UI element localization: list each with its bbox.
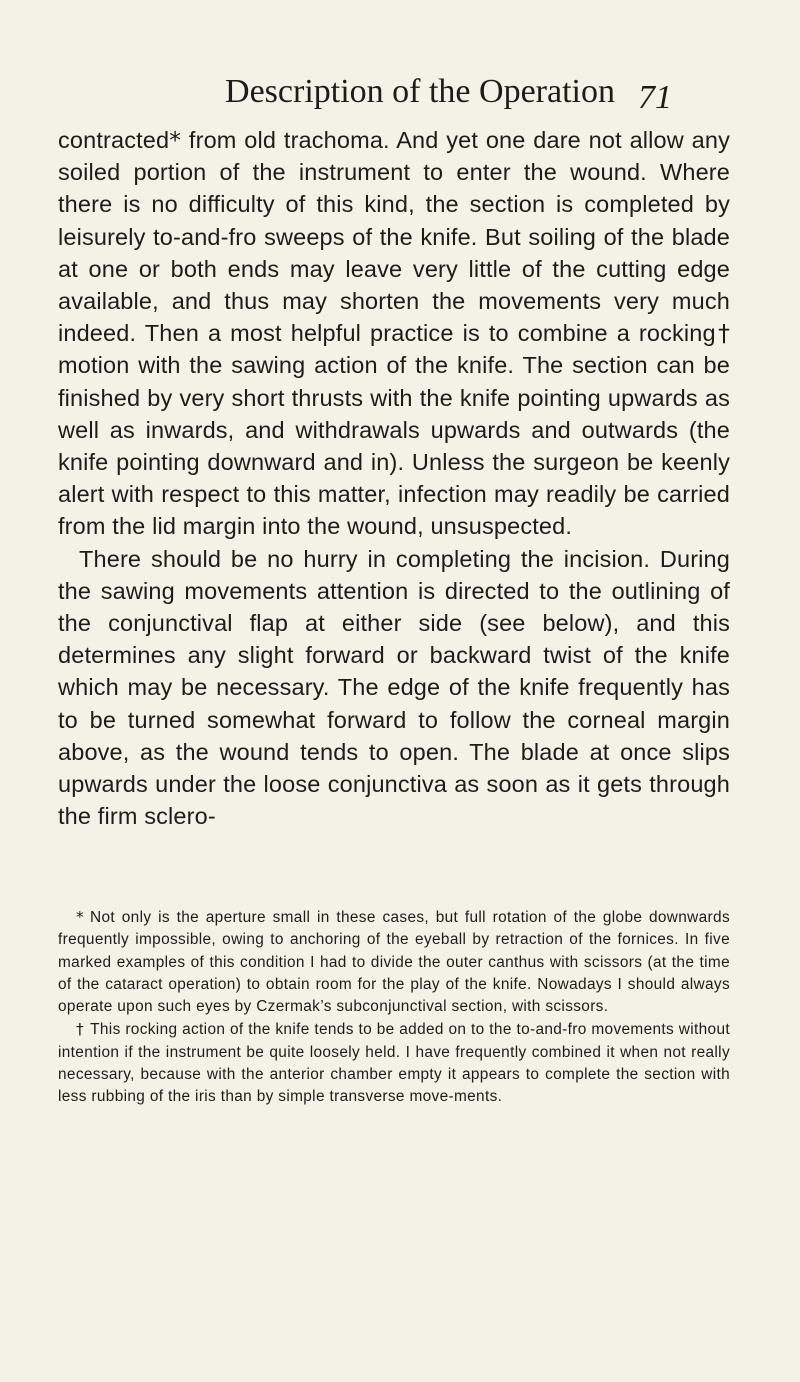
paragraph: There should be no hurry in completing the incision. During the sawing movements attention is directed to the outlining of the conjunctival flap at either side (see below), and this determines any slight forward or backward twist of the knife which may be necessary. The edge of the knife frequently has to be turned somewhat forward to follow the corneal margin above, as the wound tends to open. The blade at once slips upwards under the loose conjunctiva as soon as it gets through the firm sclero-	[58, 545, 730, 830]
footnote-text: This rocking action of the knife tends to be added on to the to-and-fro movements without intention if the instrument be quite loosely held. I have frequently combined it when not really necessary, because with the anterior chamber empty it appears to complete the section with less rubbing of the iris than by simple transverse move-ments.	[58, 1021, 731, 1106]
footnote-reference-asterisk: *	[169, 126, 182, 154]
text-run: from old trachoma. And yet one dare not allow any soiled portion of the instrument to enter the wound. Where there is no difficulty of this kind, the section is completed by leisurely to-and-fro sweeps of the knife. But soiling of the blade at one or both ends may leave very little of the cutting edge available, and thus may shorten the movements very much indeed. Then a most helpful practice is to combine a rocking	[58, 127, 730, 347]
footnote-text: Not only is the aperture small in these cases, but full rotation of the globe downwards frequently impossible, owing to anchoring of the eyeball by retraction of the fornices. In five marked examples of this condition I had to divide the outer canthus with scissors (at the time of the cataract operation) to obtain room for the play of the knife. Nowadays I should always operate upon such eyes by Czermak’s subconjunctival section, with scissors.	[58, 909, 730, 1016]
footnote-marker-dagger: †	[76, 1020, 85, 1039]
running-head	[140, 72, 700, 112]
page-number: 71	[638, 79, 672, 116]
text-run: motion with the sawing action of the knife. The section can be finished by very short thrusts with the knife pointing upwards as well as inwards, and withdrawals upwards and outwards (the knife pointing downward and in). Unless the surgeon be keenly alert with respect to this matter, infection may readily be carried from the lid margin into the wound, unsuspected.	[58, 352, 730, 540]
footnote	[58, 906, 730, 1018]
footnote	[58, 1018, 730, 1108]
text-run: contracted	[58, 127, 170, 153]
paragraph	[58, 124, 730, 543]
footnote-marker-asterisk: *	[76, 908, 85, 926]
footnote-reference-dagger: †	[715, 319, 730, 348]
chapter-title: Description of the Operation	[225, 73, 615, 110]
footnotes	[58, 906, 730, 1109]
body-text	[58, 124, 730, 832]
